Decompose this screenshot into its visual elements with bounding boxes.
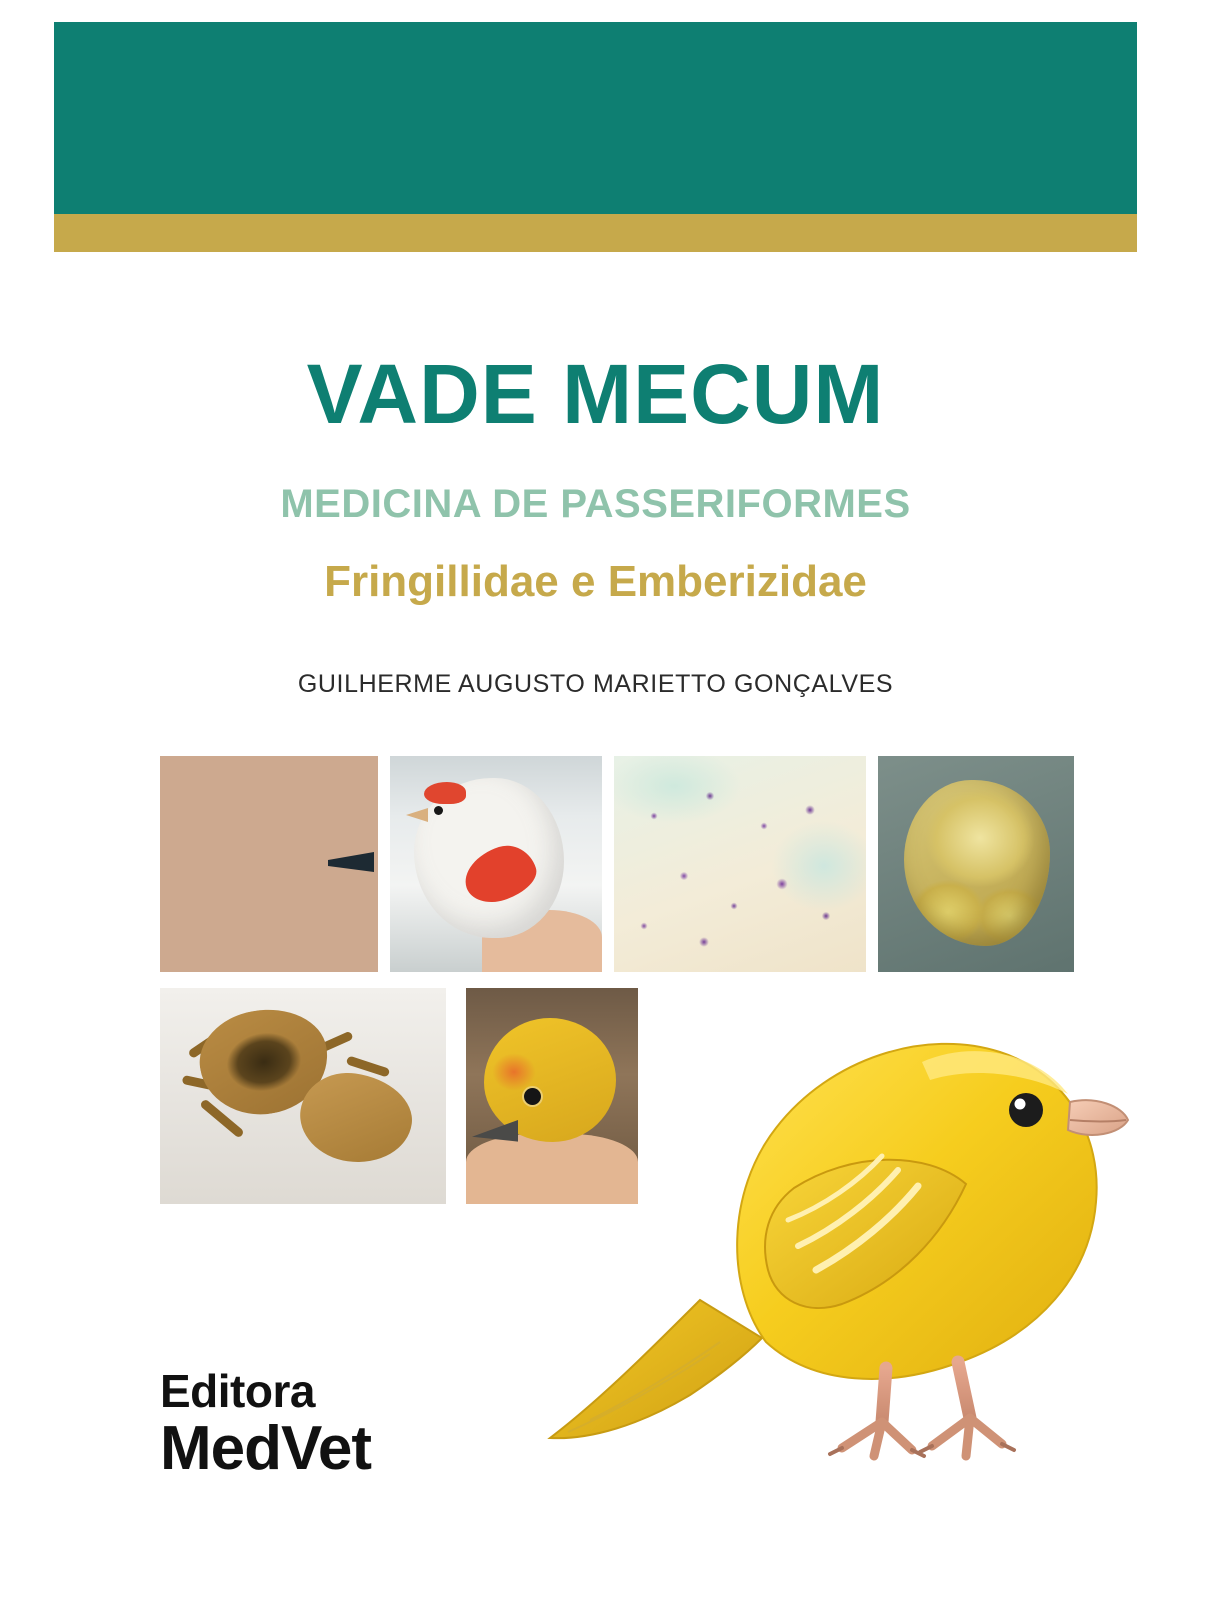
publisher-name-line1: Editora (160, 1365, 315, 1417)
canary-tail (550, 1300, 762, 1438)
bird-beak-shape (406, 808, 428, 822)
red-head-patch (424, 782, 466, 804)
page-families-subtitle: Fringillidae e Emberizidae (324, 557, 867, 606)
page-margin-left (0, 0, 54, 1600)
page-subtitle: MEDICINA DE PASSERIFORMES (280, 482, 911, 526)
photo-white-bird-red-patch (390, 756, 602, 972)
canary-illustration (530, 970, 1130, 1490)
page-margin-bottom (0, 1578, 1219, 1600)
photo-cytology-image (614, 756, 866, 972)
canary-eye (1009, 1093, 1043, 1127)
header-teal-band (54, 22, 1137, 214)
photo-white-bird-image (390, 756, 602, 972)
photo-gross-specimen-image (878, 756, 1074, 972)
cystic-mass-shape (904, 780, 1050, 946)
publisher-name-line2: MedVet (160, 1414, 372, 1483)
photo-louse-image (160, 988, 446, 1204)
canary-beak (1068, 1100, 1128, 1135)
page-title: VADE MECUM (306, 347, 885, 441)
photo-cytology-slide (614, 756, 866, 972)
page-margin-top (0, 0, 1219, 22)
canary-leg (958, 1362, 970, 1418)
photo-bird-in-hand (160, 756, 378, 972)
publisher-logo (160, 1365, 372, 1483)
author-name: GUILHERME AUGUSTO MARIETTO GONÇALVES (297, 670, 894, 698)
page-margin-right (1137, 0, 1219, 1600)
header-gold-band (54, 214, 1137, 252)
photo-louse-microscopy (160, 988, 446, 1204)
photo-gross-specimen (878, 756, 1074, 972)
bird-eye (434, 806, 443, 815)
canary-leg (882, 1368, 886, 1422)
